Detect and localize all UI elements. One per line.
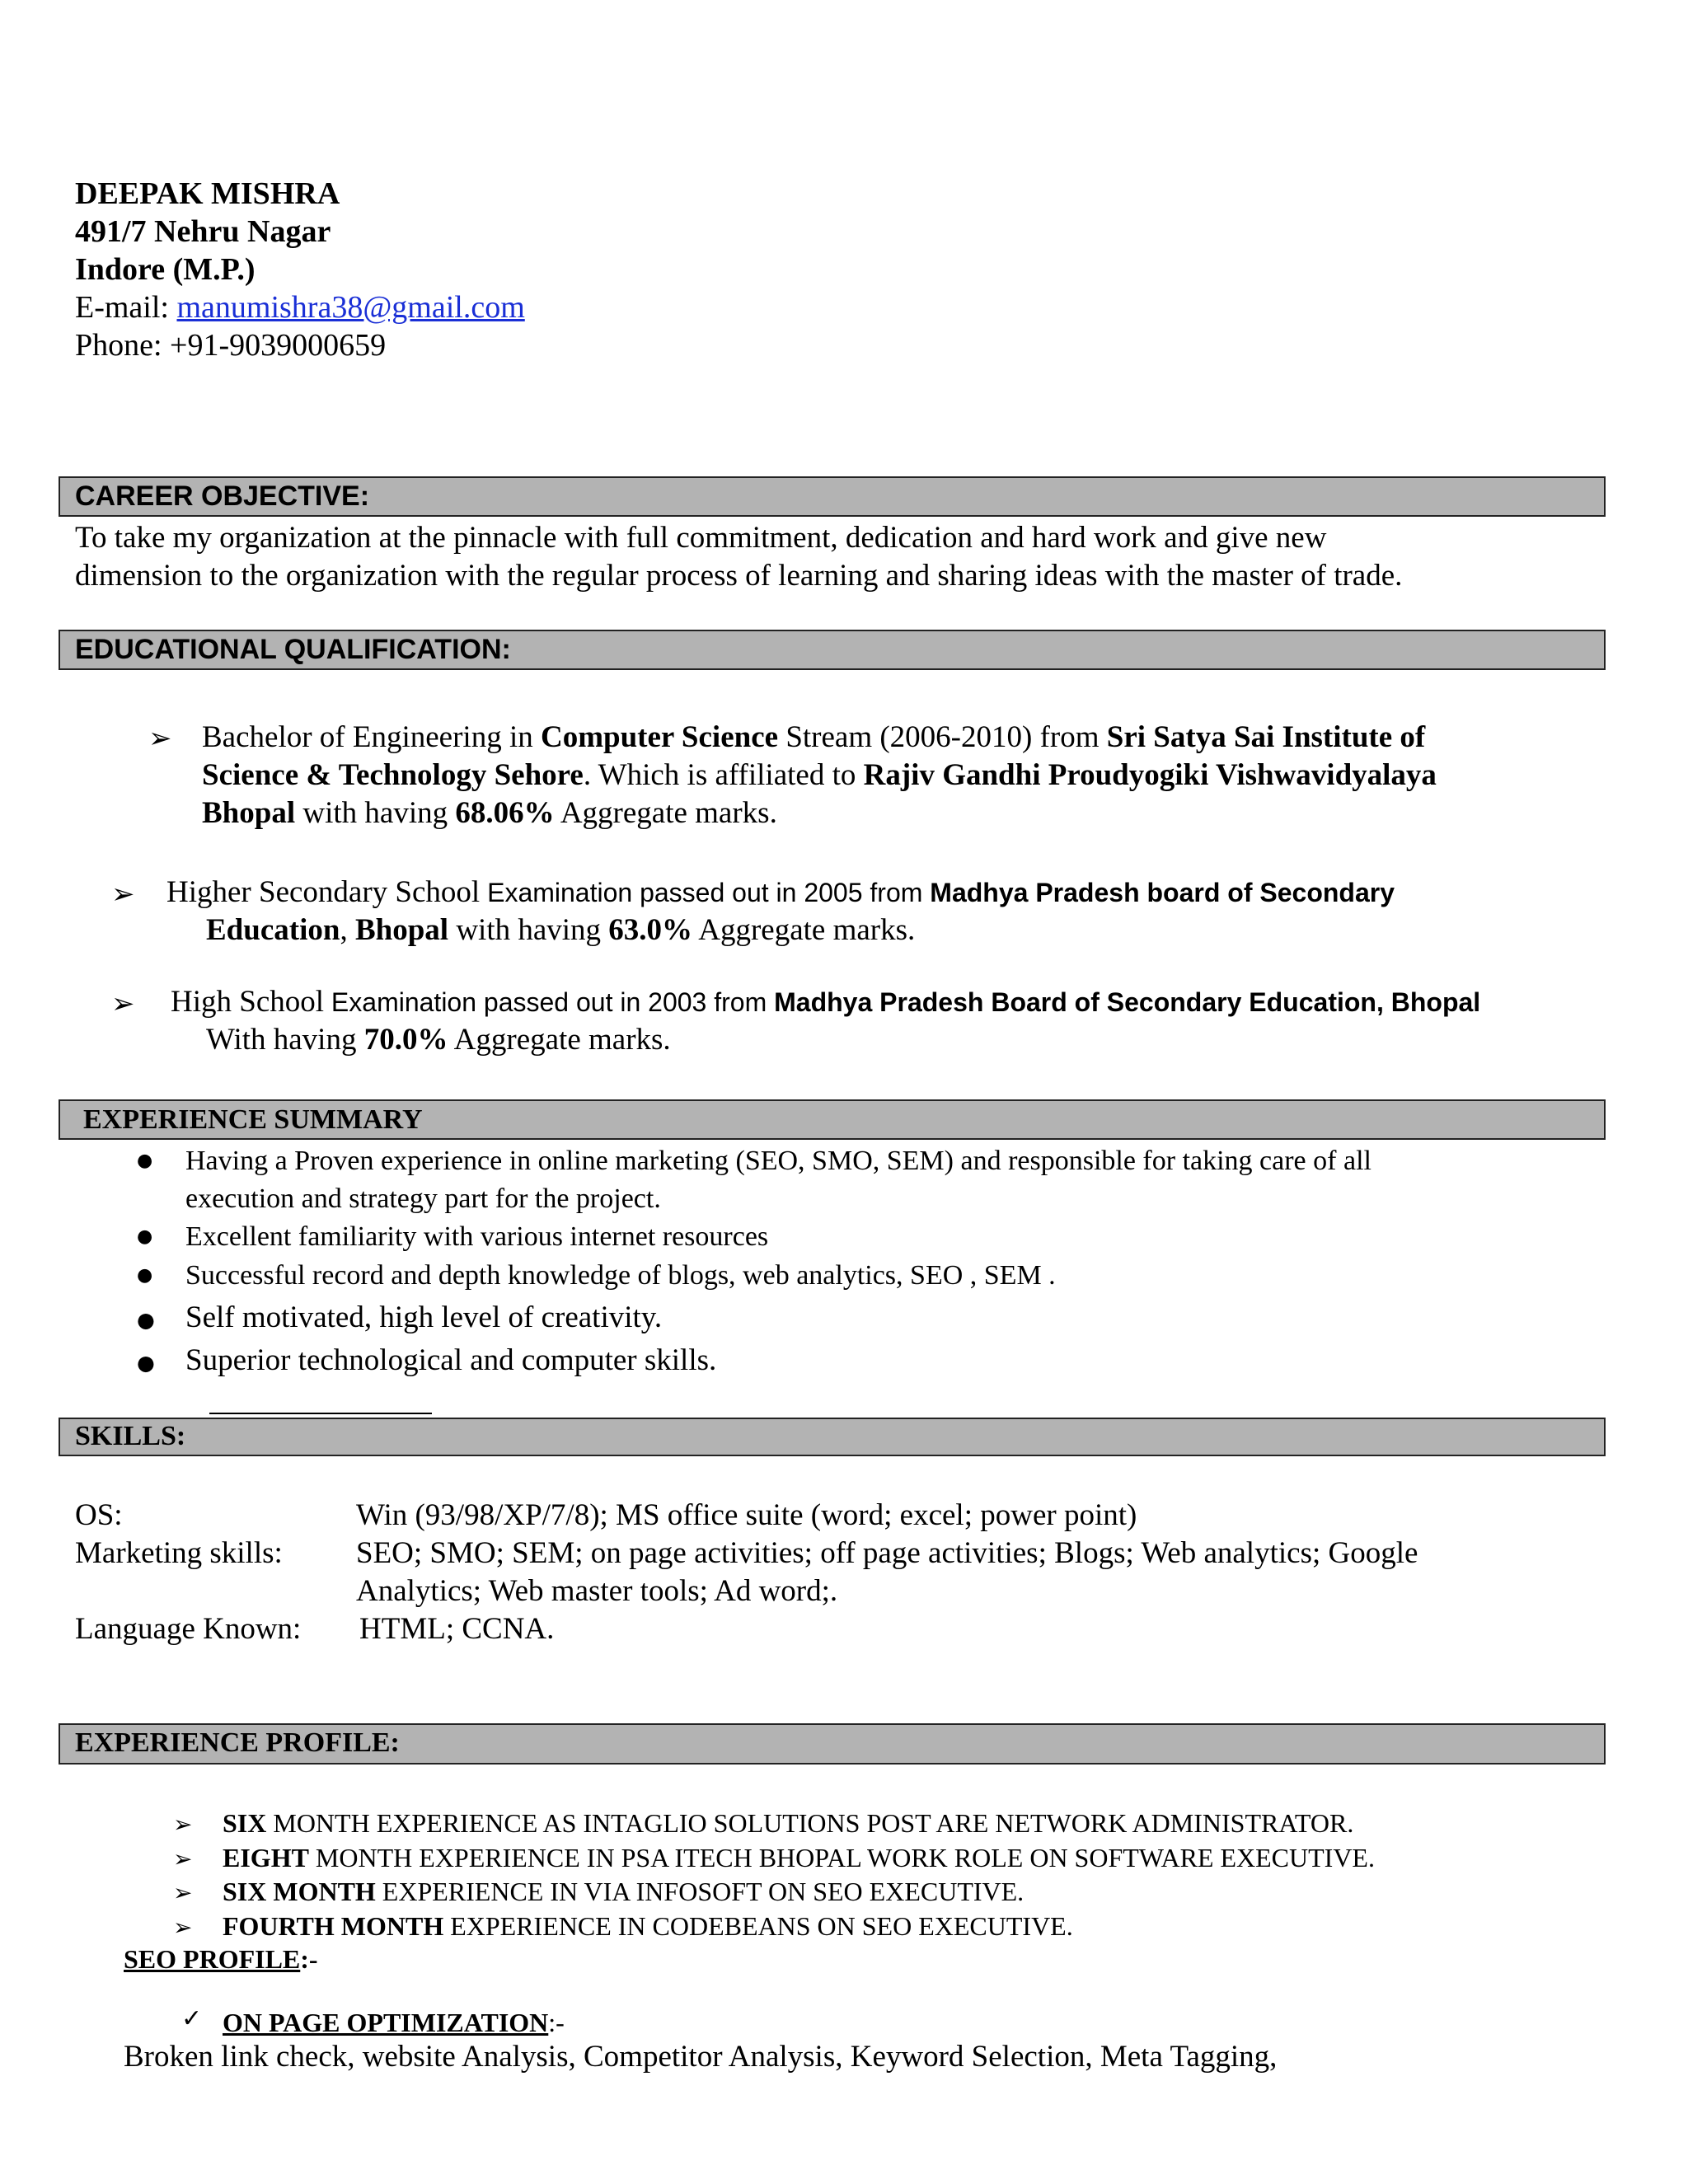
arrow-bullet-icon: ➢ [148, 722, 172, 755]
bullet-icon: ● [137, 1226, 153, 1247]
experience-summary-heading: EXPERIENCE SUMMARY [59, 1099, 1606, 1140]
skills-heading: SKILLS: [59, 1418, 1606, 1456]
candidate-name: DEEPAK MISHRA [75, 176, 340, 211]
arrow-bullet-icon: ➢ [111, 987, 135, 1020]
arrow-bullet-icon: ➢ [173, 1811, 193, 1838]
email-label: E-mail: [75, 290, 177, 325]
bullet-icon: ● [137, 1265, 153, 1286]
address-line-1: 491/7 Nehru Nagar [75, 214, 331, 249]
edu-school-line-1: High School Examination passed out in 2003 from Madhya Pradesh Board of Secondary Education, Bhopal [171, 985, 1481, 1019]
arrow-bullet-icon: ➢ [173, 1879, 193, 1906]
profile-item-3: SIX MONTH EXPERIENCE IN VIA INFOSOFT ON SEO EXECUTIVE. [223, 1877, 1025, 1906]
skills-language-label: Language Known: [75, 1612, 302, 1646]
arrow-bullet-icon: ➢ [173, 1845, 193, 1872]
phone-line: Phone: +91-9039000659 [75, 328, 387, 363]
summary-item-1-line-1: Having a Proven experience in online marketing (SEO, SMO, SEM) and responsible for taking care of all [185, 1146, 1372, 1176]
career-objective-line-2: dimension to the organization with the regular process of learning and sharing ideas with the master of trade. [75, 559, 1403, 593]
edu-be-line-3: Bhopal with having 68.06% Aggregate marks. [202, 796, 777, 830]
skills-marketing-value-1: SEO; SMO; SEM; on page activities; off page activities; Blogs; Web analytics; Google [356, 1536, 1418, 1570]
divider-line [209, 1413, 432, 1414]
edu-hs-line-2: Education, Bhopal with having 63.0% Aggregate marks. [206, 913, 916, 947]
edu-hs-line-1: Higher Secondary School Examination passed out in 2005 from Madhya Pradesh board of Secondary [166, 875, 1395, 909]
summary-item-2: Excellent familiarity with various internet resources [185, 1221, 769, 1252]
skills-os-value: Win (93/98/XP/7/8); MS office suite (word; excel; power point) [356, 1498, 1137, 1532]
skills-marketing-label: Marketing skills: [75, 1536, 283, 1570]
profile-item-4: FOURTH MONTH EXPERIENCE IN CODEBEANS ON SEO EXECUTIVE. [223, 1911, 1073, 1941]
career-objective-heading: CAREER OBJECTIVE: [59, 476, 1606, 517]
profile-item-1: SIX MONTH EXPERIENCE AS INTAGLIO SOLUTIONS POST ARE NETWORK ADMINISTRATOR. [223, 1808, 1354, 1838]
bullet-icon: ● [137, 1351, 155, 1375]
address-line-2: Indore (M.P.) [75, 252, 256, 287]
edu-school-line-2: With having 70.0% Aggregate marks. [206, 1023, 671, 1057]
profile-item-2: EIGHT MONTH EXPERIENCE IN PSA ITECH BHOPAL WORK ROLE ON SOFTWARE EXECUTIVE. [223, 1843, 1375, 1872]
arrow-bullet-icon: ➢ [173, 1914, 193, 1941]
summary-item-3: Successful record and depth knowledge of blogs, web analytics, SEO , SEM . [185, 1260, 1056, 1291]
education-heading: EDUCATIONAL QUALIFICATION: [59, 630, 1606, 670]
summary-item-5: Superior technological and computer skills. [185, 1343, 717, 1377]
edu-be-line-1: Bachelor of Engineering in Computer Science Stream (2006-2010) from Sri Satya Sai Institute of [202, 720, 1426, 754]
skills-language-value: HTML; CCNA. [359, 1612, 555, 1646]
on-page-optimization-heading: ON PAGE OPTIMIZATION:- [223, 2008, 565, 2037]
summary-item-1-line-2: execution and strategy part for the project. [185, 1183, 661, 1214]
seo-profile-heading: SEO PROFILE:- [124, 1944, 318, 1974]
experience-profile-heading: EXPERIENCE PROFILE: [59, 1723, 1606, 1765]
skills-os-label: OS: [75, 1498, 123, 1532]
career-objective-line-1: To take my organization at the pinnacle with full commitment, dedication and hard work and give new [75, 521, 1327, 555]
on-page-optimization-detail: Broken link check, website Analysis, Competitor Analysis, Keyword Selection, Meta Tagging, [124, 2040, 1278, 2074]
check-icon: ✓ [181, 2004, 203, 2033]
email-line [75, 288, 525, 326]
summary-item-4: Self motivated, high level of creativity. [185, 1301, 663, 1334]
bullet-icon: ● [137, 1151, 153, 1171]
skills-marketing-value-2: Analytics; Web master tools; Ad word;. [356, 1574, 838, 1608]
email-link[interactable]: manumishra38@gmail.com [176, 290, 525, 325]
arrow-bullet-icon: ➢ [111, 878, 135, 911]
edu-be-line-2: Science & Technology Sehore. Which is affiliated to Rajiv Gandhi Proudyogiki Vishwavidyalaya [202, 758, 1437, 792]
bullet-icon: ● [137, 1308, 155, 1332]
